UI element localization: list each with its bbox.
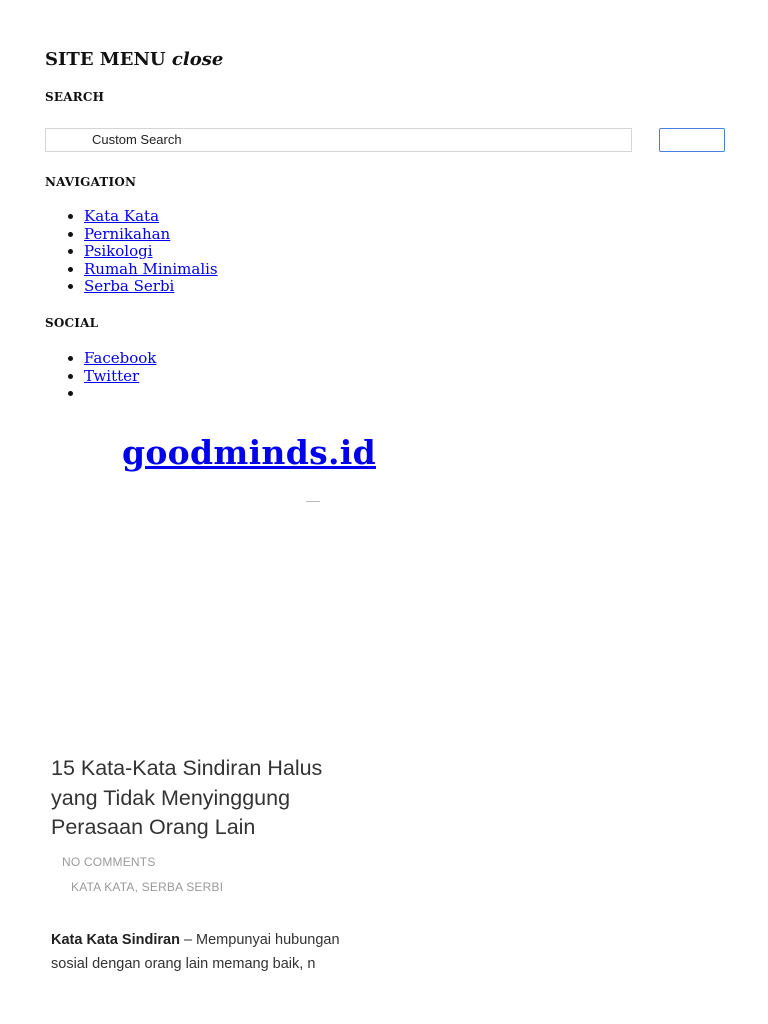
- excerpt-keyword: Kata Kata Sindiran: [51, 932, 180, 948]
- navigation-list: [45, 208, 218, 296]
- nav-link-kata-kata[interactable]: Kata Kata: [84, 207, 160, 225]
- excerpt-text: – Mempunyai hubungan sosial dengan orang lain memang baik, n: [51, 932, 340, 972]
- article-title[interactable]: 15 Kata-Kata Sindiran Halus yang Tidak Menyinggung Perasaan Orang Lain: [51, 756, 323, 839]
- social-item-empty: [84, 385, 156, 403]
- article-excerpt: [51, 928, 347, 976]
- social-item-facebook: [84, 350, 156, 368]
- site-logo-link[interactable]: goodminds.id: [122, 433, 376, 472]
- nav-item-rumah-minimalis: [84, 261, 218, 279]
- search-input[interactable]: Custom Search: [45, 128, 632, 152]
- social-heading: SOCIAL: [45, 316, 99, 330]
- search-button[interactable]: [659, 128, 725, 152]
- site-menu-header: [45, 48, 223, 72]
- navigation-heading: NAVIGATION: [45, 175, 137, 189]
- nav-link-pernikahan[interactable]: Pernikahan: [84, 224, 171, 243]
- site-menu-title: SITE MENU: [45, 49, 166, 70]
- comments-count[interactable]: NO COMMENTS: [62, 855, 156, 869]
- nav-link-psikologi[interactable]: Psikologi: [84, 242, 153, 260]
- social-list: [45, 350, 156, 403]
- nav-item-serba-serbi: [84, 278, 218, 296]
- nav-item-pernikahan: [84, 226, 218, 244]
- article-categories[interactable]: KATA KATA, SERBA SERBI: [71, 880, 224, 894]
- close-menu-button[interactable]: close: [171, 49, 224, 70]
- nav-link-rumah-minimalis[interactable]: Rumah Minimalis: [84, 259, 218, 278]
- social-link-facebook[interactable]: Facebook: [84, 349, 157, 367]
- search-heading: SEARCH: [45, 90, 105, 104]
- social-item-twitter: [84, 368, 156, 386]
- nav-link-serba-serbi[interactable]: Serba Serbi: [84, 277, 175, 295]
- social-link-twitter[interactable]: Twitter: [84, 366, 140, 385]
- nav-item-kata-kata: [84, 208, 218, 226]
- divider: [306, 501, 320, 502]
- nav-item-psikologi: [84, 243, 218, 261]
